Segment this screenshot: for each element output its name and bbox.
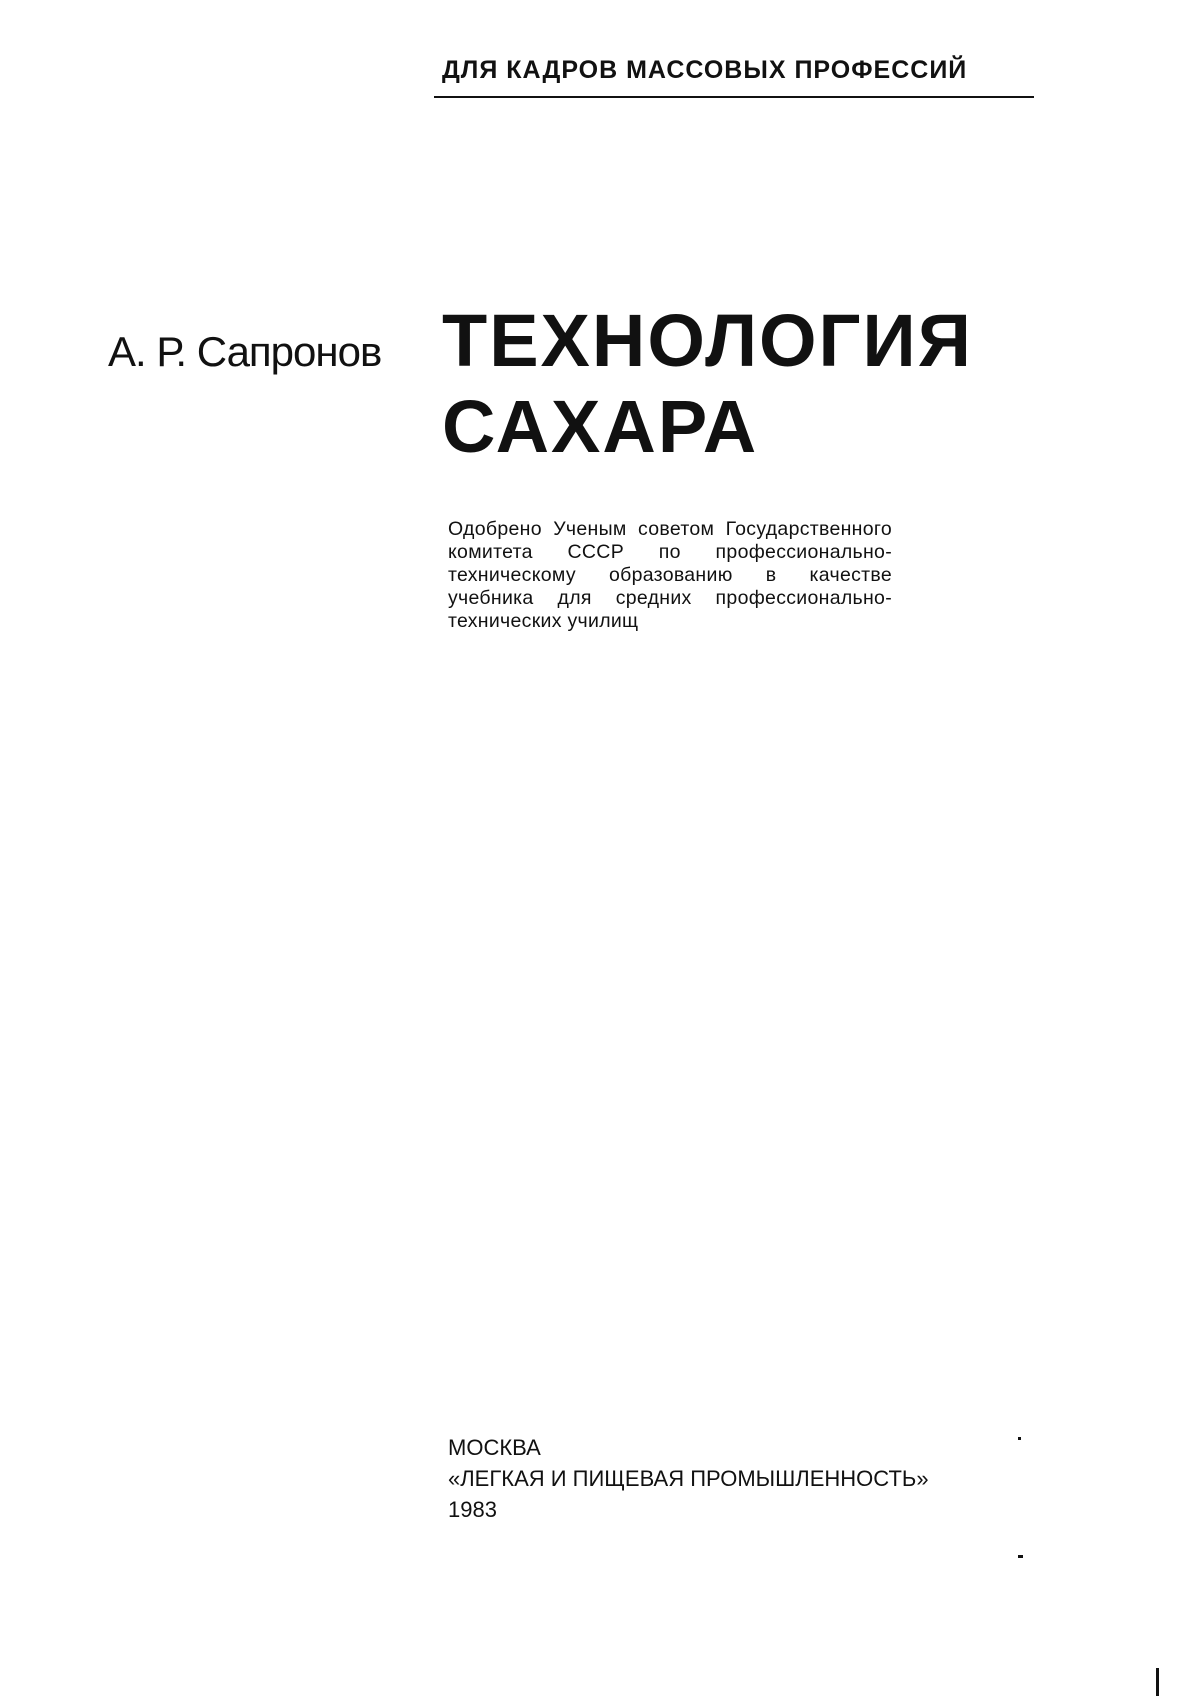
imprint-publisher: «ЛЕГКАЯ И ПИЩЕВАЯ ПРОМЫШЛЕННОСТЬ» bbox=[448, 1466, 929, 1491]
series-underline bbox=[434, 96, 1034, 98]
scan-speck bbox=[1018, 1437, 1021, 1440]
scan-speck bbox=[1018, 1555, 1023, 1558]
book-title-line-1: ТЕХНОЛОГИЯ bbox=[442, 299, 973, 382]
approval-statement: Одобрено Ученым советом Государственного комитета СССР по профессионально-техническому образованию в качестве учебника для средних профессионально-технических училищ bbox=[448, 518, 892, 632]
book-title-line-2: САХАРА bbox=[442, 385, 759, 468]
book-title bbox=[442, 298, 973, 470]
imprint-city: МОСКВА bbox=[448, 1435, 541, 1460]
scan-edge-mark bbox=[1156, 1668, 1159, 1696]
imprint-year: 1983 bbox=[448, 1497, 497, 1522]
author-name: А. Р. Сапронов bbox=[108, 328, 382, 375]
imprint bbox=[448, 1432, 929, 1525]
series-heading: ДЛЯ КАДРОВ МАССОВЫХ ПРОФЕССИЙ bbox=[442, 56, 968, 84]
